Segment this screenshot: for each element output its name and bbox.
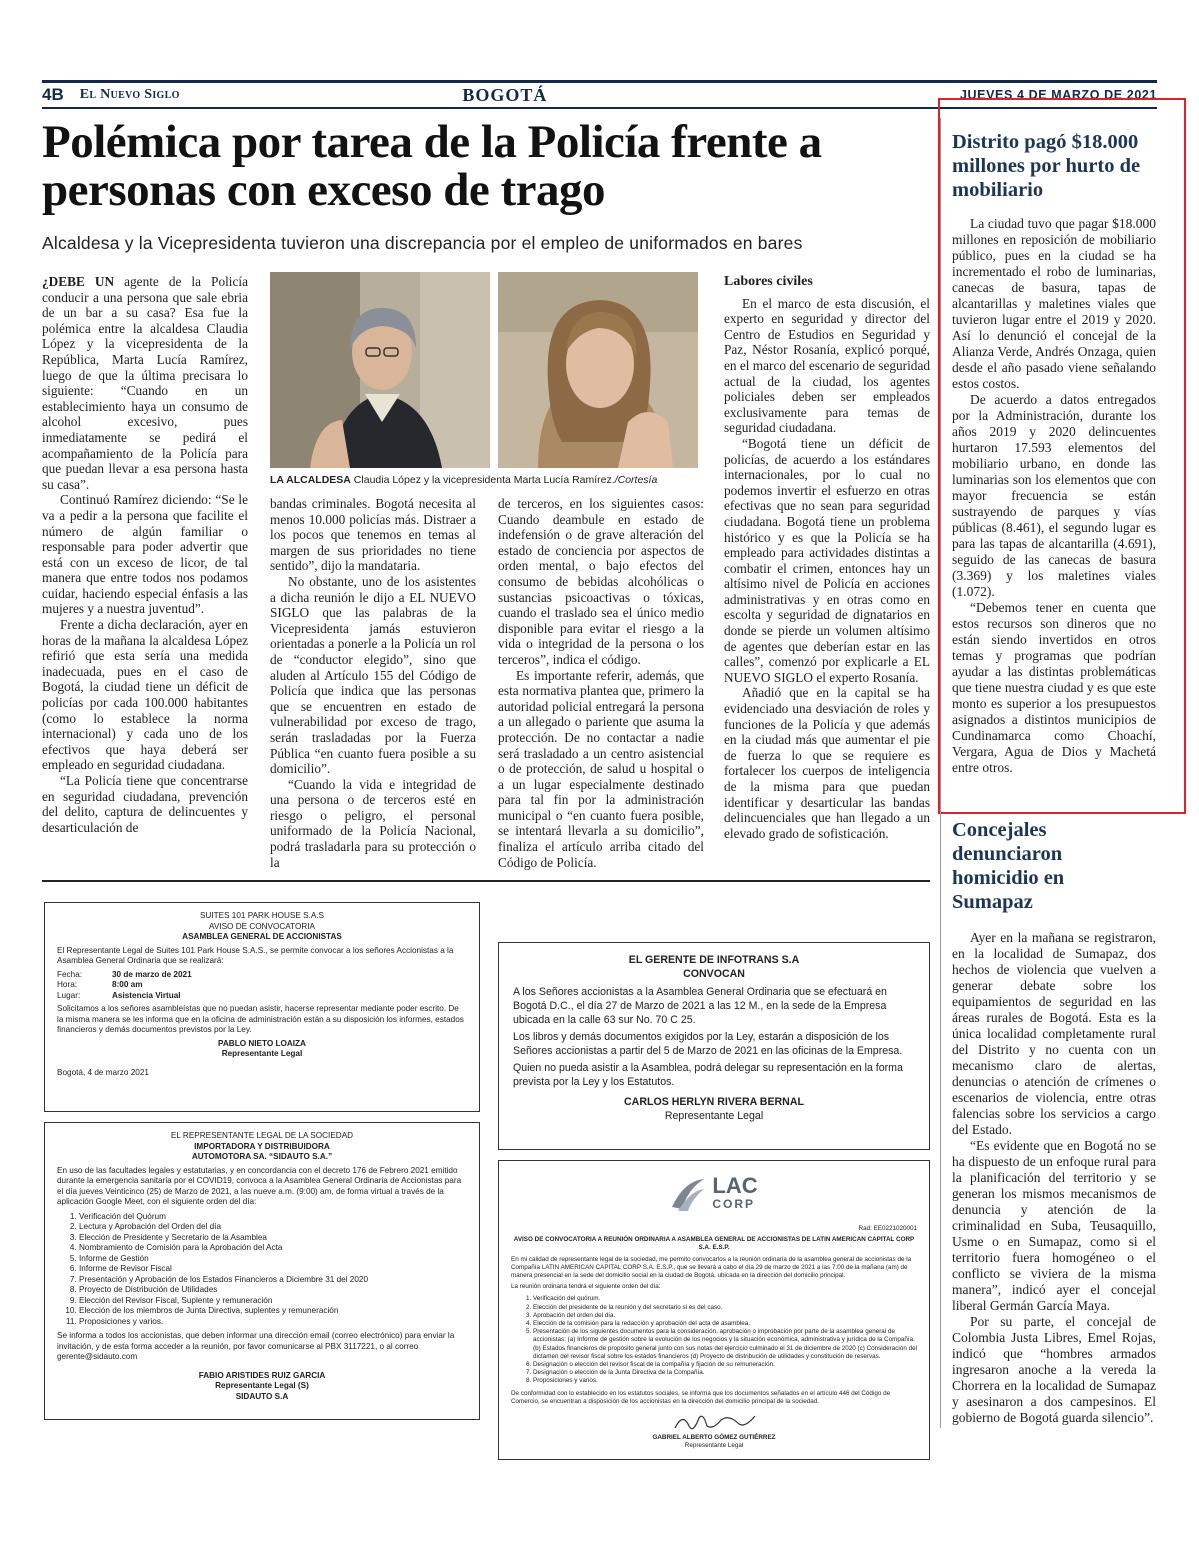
ad-row-date: Fecha: 30 de marzo de 2021 — [57, 969, 192, 979]
caption-text: Claudia López y la vicepresidenta Marta Lucía Ramírez. — [350, 474, 615, 486]
page-number: 4B — [42, 85, 64, 104]
list-item: 3. Aprobación del orden del día. — [533, 1312, 917, 1320]
sidebar-headline-2: Concejales denunciaron homicidio en Sumapaz — [952, 819, 1065, 913]
paragraph: Es importante referir, además, que esta normativa plantea que, primero la autoridad policial entregará la persona a un allegado o pariente que asuma la protección. De no contactar a nadie será trasladado a un centro asistencial o de protección, de salud u hospital o a un lugar especialmente destinado para tal fin por la administración municipal o “en cuanto fuera posible, se intentará llevarla a su domicilio”, finaliza el artículo arriba citado del Código de Policía. — [498, 667, 704, 870]
ad-row-place: Lugar: Asistencia Virtual — [57, 990, 181, 1000]
list-item: 2. Lectura y Aprobación del Orden del día — [79, 1222, 467, 1233]
ad-signer: CARLOS HERLYN RIVERA BERNAL — [624, 1096, 804, 1108]
paragraph: de terceros, en los siguientes casos: Cuando deambule en estado de indefensión o de grave alteración del estado de conciencia por aspectos de orden mental, o bajo efectos del consumo de bebidas alcohólicas o sustancias psicoactivas o tóxicas, cuando el traslado sea el único medio disponible para evitar el riesgo a la vida o integridad de la persona o los terceros”, indica el código. — [498, 496, 704, 667]
article-column-3 — [498, 496, 704, 870]
sidebar-body-2 — [952, 930, 1156, 1426]
article-headline: Polémica por tarea de la Policía frente a personas con exceso de trago — [42, 116, 822, 216]
newspaper-name: El Nuevo Siglo — [79, 87, 180, 102]
paragraph: De acuerdo a datos entregados por la Administración, durante los años 2019 y 2020 delincuentes hurtaron 17.593 elementos del mobiliario urbano, en donde las luminarias son los elementos que con mayor frecuencia se están sustrayendo de parques y vías públicas (8.461), el segundo lugar es para las tapas de alcantarilla (4.691), seguido de las canecas de basura (3.369) y los maletines viales (1.072). — [952, 392, 1156, 599]
article-bottom-rule — [42, 880, 930, 882]
section-name: BOGOTÁ — [462, 84, 548, 105]
ad-body: Solicitamos a los señores asambleístas que no puedan asistir, hacerse representar mediante poder escrito. De la misma manera se les informa que en la oficina de administración están a su disposición los informes, estados financieros y demás documentos previstos por la Ley. — [57, 1004, 464, 1034]
paragraph: Frente a dicha declaración, ayer en horas de la mañana la alcaldesa López refirió que esta sería una medida inadecuada, pues en el caso de Bogotá, la ciudad tiene un déficit de policías por cada 100.000 habitantes (como lo establece la norma internacional) y cada uno de los efectivos que haya deberá ser empleado en seguridad ciudadana. — [42, 617, 248, 773]
ad-suites-101 — [44, 902, 480, 1112]
list-item: 7. Presentación y Aprobación de los Estados Financieros a Diciembre 31 del 2020 — [79, 1275, 467, 1286]
ad-line: EL REPRESENTANTE LEGAL DE LA SOCIEDAD — [170, 1131, 354, 1140]
signature-image — [669, 1410, 759, 1434]
ad-title: ASAMBLEA GENERAL DE ACCIONISTAS — [182, 932, 342, 941]
ad-company: SIDAUTO S.A — [235, 1391, 289, 1401]
paragraph: “Cuando la vida e integridad de una persona o de terceros esté en riesgo o peligro, el personal uniformado de la Policía Nacional, podrá trasladarla para su protección o la — [270, 776, 476, 870]
photo-caption — [270, 474, 698, 486]
paragraph: “Bogotá tiene un déficit de policías, de acuerdo a los estándares internacionales, por lo cual no podemos invertir el esfuerzo en otras efectivas que no sean para seguridad ciudadana. Bogotá tiene un problema histórico y es que la Policía se ha empleado para actividades distintas a combatir el crimen, entonces hay un altísimo nivel de Policía en acciones administrativas y en otras como en escolta y seguridad de dignatarios en donde se pierde un volumen altísimo de agentes que deberían estar en las calles”, comenzó por explicarle a EL NUEVO SIGLO el experto Rosanía. — [724, 435, 930, 685]
header-top-rule — [42, 80, 1157, 83]
lac-logo-icon — [670, 1177, 706, 1213]
list-item: 4. Nombramiento de Comisión para la Aprobación del Acta — [79, 1243, 467, 1254]
paragraph: La ciudad tuvo que pagar $18.000 millones en reposición de mobiliario público, pues en la ciudad se ha incrementado el robo de luminarias, canecas de basura, tapas de alcantarillas y maletines viales que tuvieron lugar entre el 2019 y 2020. Así lo denunció el concejal de la Alianza Verde, Andrés Onzaga, quien desde el año pasado viene señalando estos costos. — [952, 216, 1156, 391]
sidebar-headline-1: Distrito pagó $18.000 millones por hurto de mobiliario — [952, 131, 1141, 201]
sidebar-divider — [940, 118, 941, 1428]
caption-label: LA ALCALDESA — [270, 474, 351, 486]
list-item: 11. Proposiciones y varios. — [79, 1317, 467, 1328]
ad-place-date: Bogotá, 4 de marzo 2021 — [57, 1067, 149, 1077]
article-column-4 — [724, 274, 930, 841]
lead-in: ¿DEBE UN — [42, 274, 115, 289]
list-item: 10. Elección de los miembros de Junta Directiva, suplentes y remuneración — [79, 1306, 467, 1317]
photo-marta-lucia-ramirez — [498, 272, 698, 468]
ad-subtitle: CONVOCAN — [683, 968, 745, 980]
ad-company: SUITES 101 PARK HOUSE S.A.S — [199, 911, 325, 920]
paragraph: Ayer en la mañana se registraron, en la localidad de Sumapaz, dos hechos de violencia que vuelven a generar debate sobre los equipamientos de seguridad en las áreas rurales de Bogotá. Esta es la única localidad completamente rural del Distrito y no cuenta con un mecanismo claro de alertas, denuncias o atención de crímenes o escenarios de violencia, entre otras falencias sobre los servicios a cargo del Estado. — [952, 930, 1156, 1137]
paragraph: “Es evidente que en Bogotá no se ha dispuesto de un enfoque rural para la planificación del territorio y se generan los mismos mecanismos de denuncia y atención de la criminalidad en Suba, Teusaquillo, Usme o en Sumapaz, como si el territorio fuera homogéneo o el conflicto se viviera de la misma manera”, indicó ayer el concejal liberal Germán García Maya. — [952, 1138, 1156, 1313]
paragraph: ¿DEBE UN agente de la Policía conducir a una persona que sale ebria de un bar a su casa? Esa fue la polémica entre la alcaldesa Claudia López y la vicepresidenta de la República, Marta Lucía Ramírez, luego de que la última precisara lo siguiente: “Cuando en un establecimiento haya un consumo de alcohol excesivo, pues inmediatamente se pedirá el acompañamiento de la Policía para que puedan llevar a esa persona hasta su casa”. — [42, 274, 248, 492]
paragraph: bandas criminales. Bogotá necesita al menos 10.000 policías más. Distraer a los pocos que tenemos en temas al margen de sus prioridades no tiene sentido”, dijo la mandataria. — [270, 496, 476, 574]
article-column-1 — [42, 274, 248, 835]
ad-intro: El Representante Legal de Suites 101 Park House S.A.S., se permite convocar a los señores Accionistas a la Asamblea General Ordinaria que se realizará: — [57, 945, 454, 965]
paragraph: Continuó Ramírez diciendo: “Se le va a pedir a la persona que facilite el número de algún familiar o responsable para poder advertir que está con un exceso de licor, de tal manera que entre todos nos podamos cuidar, haciendo especial énfasis a las mujeres y a nuestra juventud”. — [42, 492, 248, 617]
ad-title: EL GERENTE DE INFOTRANS S.A — [628, 954, 800, 966]
ad-signer: GABRIEL ALBERTO GÓMEZ GUTIÉRREZ — [652, 1434, 776, 1442]
paragraph: En el marco de esta discusión, el experto en seguridad y director del Centro de Estudios en Seguridad y Paz, Néstor Rosanía, explicó porqué, en el marco del escenario de seguridad actual de la ciudad, los agentes policiales deben ser empleados exclusivamente para temas de seguridad ciudadana. — [724, 295, 931, 436]
list-item: 2. Elección del presidente de la reunión y del secretario si es del caso. — [533, 1304, 917, 1312]
ad-notice: AVISO DE CONVOCATORIA — [209, 921, 315, 931]
list-item: 6. Designación o elección del revisor fiscal de la compañía y fijación de su remuneración. — [533, 1361, 917, 1369]
list-item: 5. Informe de Gestión — [79, 1254, 467, 1265]
ad-signer: FABIO ARISTIDES RUIZ GARCIA — [198, 1370, 326, 1380]
list-item: 1. Verificación del quórum. — [533, 1295, 917, 1303]
list-item: 5. Presentación de los siguientes documentos para la consideración, aprobación o improbación por parte de la asamblea general de accionistas: (a) Informe de gestión sobre la evolución de los negocios y la situación económica, administrativa y jurídica de la Compañía. (b) Estados financieros de propósito general junto con sus notas del ejercicio culminado el 31 de diciembre de 2020 (c) Consideración del dictamen del revisor fiscal sobre los estados financieros (d) Proyecto de distribución de utilidades y constitución de reservas. — [533, 1328, 917, 1361]
ad-intro: En mi calidad de representante legal de la sociedad, me permito convocarlos a la reunión ordinaria de la asamblea general de accionistas de la Compañía LATIN AMERICAN CAPITAL CORP S.A. E.S.P., que se llevará a cabo el día 29 de marzo de 2021 a las 7:00 de la mañana (am) de manera presencial en la sede del domicilio social en la ciudad de Bogotá, ubicada en la dirección del domicilio principal. — [511, 1255, 912, 1280]
ad-title: AVISO DE CONVOCATORIA A REUNIÓN ORDINARIA A ASAMBLEA GENERAL DE ACCIONISTAS DE LATIN AMERICAN CAPITAL CORP S.A. E.S.P. — [513, 1236, 915, 1252]
list-item: 4. Elección de la comisión para la redacción y aprobación del acta de asamblea. — [533, 1320, 917, 1328]
list-item: 7. Designación o elección de la Junta Directiva de la Compañía. — [533, 1369, 917, 1377]
ad-signer-role: Representante Legal — [664, 1110, 764, 1122]
paragraph: Añadió que en la capital se ha evidenciado una desviación de roles y funciones de la Policía y que además en la ciudad más que aumentar el pie de fuerza lo que se requiere es fortalecer los cuerpos de inteligencia de la misma para que puedan identificar y desarticular las bandas delincuenciales que han llegado a un elevado grado de sofisticación. — [724, 685, 930, 841]
ad-signer: PABLO NIETO LOAIZA — [218, 1038, 306, 1048]
paragraph: “La Policía tiene que concentrarse en seguridad ciudadana, prevención del delito, captura de delincuentes y desarticulación de — [42, 773, 248, 835]
ad-outro: De conformidad con lo establecido en los estatutos sociales, se informa que los documentos señalados en el artículo 446 del Código de Comercio, se encuentran a disposición de los accionistas en la dirección del domicilio principal de la sociedad. — [511, 1389, 891, 1405]
ad-title: AUTOMOTORA SA. “SIDAUTO S.A.” — [191, 1152, 333, 1161]
article-column-2 — [270, 496, 476, 870]
ad-intro: En uso de las facultades legales y estatutarias, y en concordancia con el decreto 176 de Febrero 2021 emitido durante la emergencia sanitaria por el COVID19, convoca a la Asamblea General Ordinaria de Accionistas para el día jueves Veinticinco (25) de Marzo de 2021, a las nueve a.m. (9:00) am, de forma virtual a través de la aplicación Google Meet, con el siguiente orden del día: — [57, 1165, 462, 1206]
ad-line: IMPORTADORA Y DISTRIBUIDORA — [194, 1141, 330, 1151]
paragraph: Por su parte, el concejal de Colombia Justa Libres, Emel Rojas, indicó que “hombres armados ingresaron anoche a la vereda la Chorrera en la localidad de Sumapaz y asesinaron a dos campesinos. El gobierno de Bogotá guarda silencio”. — [952, 1314, 1156, 1425]
photo-claudia-lopez — [270, 272, 490, 468]
ad-sidauto — [44, 1122, 480, 1420]
ad-paragraph: A los Señores accionistas a la Asamblea General Ordinaria que se efectuará en Bogotá D.C., el día 27 de Marzo de 2021 a las 12 M., en la sede de la Empresa ubicada en la calle 63 sur No. 70 C 25. — [513, 986, 887, 1026]
issue-date: JUEVES 4 DE MARZO DE 2021 — [959, 88, 1157, 102]
list-item: 9. Elección del Revisor Fiscal, Suplente y remuneración — [79, 1296, 467, 1307]
ad-agenda — [57, 1212, 467, 1328]
paragraph: “Debemos tener en cuenta que estos recursos son dineros que no están siendo invertidos en otros temas y programas que podrían ayudar a las distintas problemáticas que tiene nuestra ciudad y es que este monto es superior a los presupuestos asignados a distintos municipios de Cundinamarca como Choachí, Vergara, Agua de Dios y Machetá entre otros. — [952, 600, 1156, 775]
ad-paragraph: Los libros y demás documentos exigidos por la Ley, estarán a disposición de los Señores accionistas a partir del 5 de Marzo de 2021 en las oficinas de la Empresa. — [513, 1031, 903, 1057]
list-item: 6. Informe de Revisor Fiscal — [79, 1264, 467, 1275]
article-subhead: Alcaldesa y la Vicepresidenta tuvieron una discrepancia por el empleo de uniformados en bares — [42, 233, 803, 253]
list-item: 8. Proyecto de Distribución de Utilidades — [79, 1285, 467, 1296]
ad-signer-role: Representante Legal — [221, 1049, 303, 1058]
logo-word-top: LAC — [712, 1173, 758, 1198]
ad-rad: Rad: EE0221020001 — [858, 1225, 917, 1232]
ad-agenda — [511, 1295, 917, 1385]
ad-signer-role: Representante Legal — [684, 1442, 744, 1450]
ad-signer-role: Representante Legal (S) — [215, 1381, 309, 1390]
ad-order-title: La reunión ordinaria tendrá el siguiente orden del día: — [511, 1283, 661, 1291]
paragraph: No obstante, uno de los asistentes a dicha reunión le dijo a EL NUEVO SIGLO que las palabras de la Vicepresidenta jamás estuvieron orientadas a ponerle a la Policía un rol de “conductor elegido”, sino que aluden al Artículo 155 del Código de Policía que indica que las personas que se encuentren en estado de vulnerabilidad por exceso de trago, serán trasladadas por la Fuerza Pública “en cuanto fuera posible a su domicilio”. — [270, 573, 476, 777]
ad-outro: Se informa a todos los accionistas, que deben informar una dirección email (correo electrónico) para enviar la invitación, y de esta forma acceder a la reunión, por favor comunicarse al PBX 3117221, o al correo gerente@sidauto.com — [57, 1331, 455, 1361]
ad-infotrans — [498, 942, 930, 1150]
ad-paragraph: Quien no pueda asistir a la Asamblea, podrá delegar su representación en la forma prevista por la Ley y los Estatutos. — [513, 1062, 903, 1088]
list-item: 8. Proposiciones y varios. — [533, 1377, 917, 1385]
lac-corp-logo — [654, 1171, 774, 1219]
list-item: 1. Verificación del Quórum — [79, 1212, 467, 1223]
logo-word-bottom: CORP — [712, 1197, 756, 1211]
ad-lac-corp — [498, 1160, 930, 1460]
caption-credit: /Cortesía — [614, 474, 658, 486]
list-item: 3. Elección de Presidente y Secretario de la Asamblea — [79, 1233, 467, 1244]
ad-row-time: Hora: 8:00 am — [57, 980, 143, 989]
section-subtitle: Labores civiles — [724, 274, 813, 289]
sidebar-body-1 — [952, 216, 1156, 776]
